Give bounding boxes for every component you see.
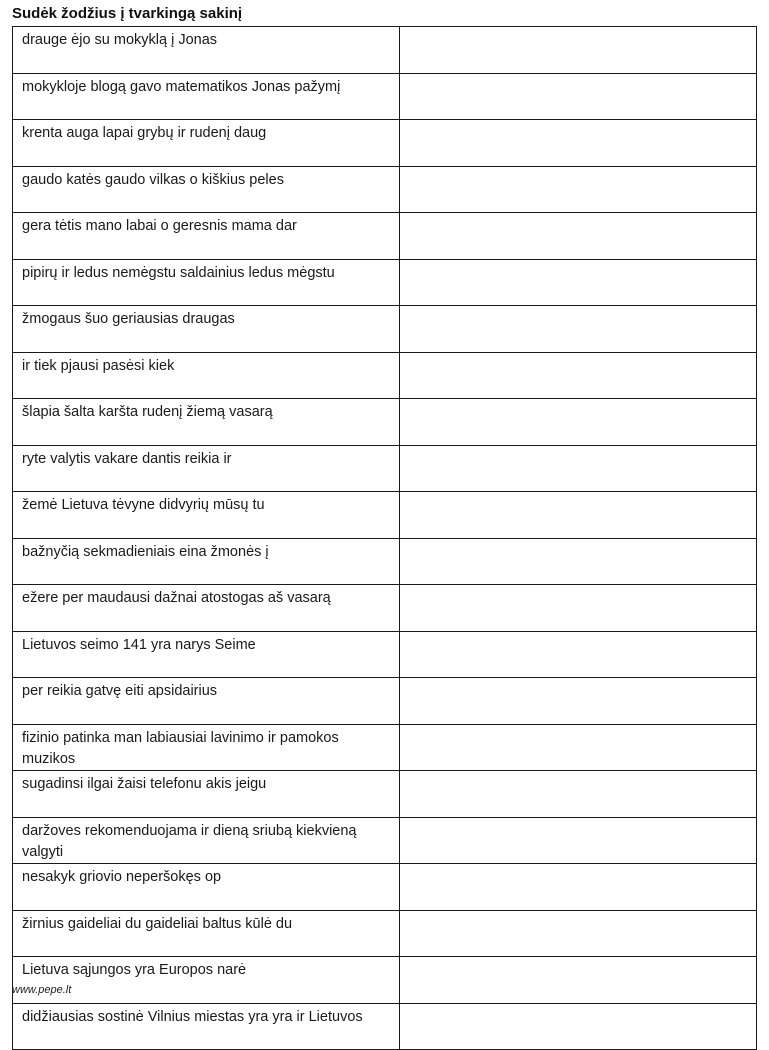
table-row [13,213,757,260]
scrambled-words-cell: žirnius gaideliai du gaideliai baltus kūlė du [13,910,400,957]
scrambled-words-cell: didžiausias sostinė Vilnius miestas yra yra ir Lietuvos [13,1003,400,1050]
answer-cell[interactable] [400,352,757,399]
table-row [13,352,757,399]
scrambled-words-cell: šlapia šalta karšta rudenį žiemą vasarą [13,399,400,446]
scrambled-words-cell: nesakyk griovio neperšokęs op [13,864,400,911]
scrambled-words-cell: bažnyčią sekmadieniais eina žmonės į [13,538,400,585]
answer-cell[interactable] [400,445,757,492]
answer-cell[interactable] [400,306,757,353]
answer-cell[interactable] [400,724,757,771]
scrambled-words-cell: Lietuva sąjungos yra Europos narė [13,957,400,1004]
scrambled-words-cell: pipirų ir ledus nemėgstu saldainius ledus mėgstu [13,259,400,306]
answer-cell[interactable] [400,259,757,306]
scrambled-words-cell: Lietuvos seimo 141 yra narys Seime [13,631,400,678]
scrambled-words-cell: gera tėtis mano labai o geresnis mama dar [13,213,400,260]
table-row [13,166,757,213]
scrambled-words-cell: žmogaus šuo geriausias draugas [13,306,400,353]
answer-cell[interactable] [400,910,757,957]
scrambled-words-cell: krenta auga lapai grybų ir rudenį daug [13,120,400,167]
table-row [13,27,757,74]
scrambled-words-cell: drauge ėjo su mokyklą į Jonas [13,27,400,74]
table-row [13,399,757,446]
scrambled-words-cell: sugadinsi ilgai žaisi telefonu akis jeigu [13,771,400,818]
sentence-rows [13,27,757,1050]
scrambled-words-cell: ir tiek pjausi pasėsi kiek [13,352,400,399]
answer-cell[interactable] [400,213,757,260]
table-row [13,538,757,585]
table-row [13,771,757,818]
table-row [13,817,757,864]
table-row [13,724,757,771]
answer-cell[interactable] [400,957,757,1004]
answer-cell[interactable] [400,631,757,678]
answer-cell[interactable] [400,73,757,120]
answer-cell[interactable] [400,678,757,725]
table-row [13,306,757,353]
answer-cell[interactable] [400,166,757,213]
scrambled-words-cell: ežere per maudausi dažnai atostogas aš vasarą [13,585,400,632]
scrambled-words-cell: ryte valytis vakare dantis reikia ir [13,445,400,492]
answer-cell[interactable] [400,399,757,446]
answer-cell[interactable] [400,120,757,167]
scrambled-words-cell: gaudo katės gaudo vilkas o kiškius peles [13,166,400,213]
table-row [13,631,757,678]
table-row [13,445,757,492]
table-row [13,864,757,911]
footer-url: www.pepe.lt [12,984,72,996]
scrambled-words-cell: daržoves rekomenduojama ir dieną sriubą kiekvieną valgyti [13,817,400,864]
scrambled-words-cell: fizinio patinka man labiausiai lavinimo ir pamokos muzikos [13,724,400,771]
scrambled-words-cell: per reikia gatvę eiti apsidairius [13,678,400,725]
answer-cell[interactable] [400,1003,757,1050]
scrambled-words-cell: žemė Lietuva tėvyne didvyrių mūsų tu [13,492,400,539]
table-row [13,910,757,957]
sentence-table [12,26,757,1050]
table-row [13,957,757,1004]
answer-cell[interactable] [400,817,757,864]
answer-cell[interactable] [400,864,757,911]
table-row [13,585,757,632]
table-row [13,492,757,539]
answer-cell[interactable] [400,585,757,632]
answer-cell[interactable] [400,492,757,539]
table-row [13,73,757,120]
answer-cell[interactable] [400,771,757,818]
answer-cell[interactable] [400,538,757,585]
table-row [13,259,757,306]
table-row [13,120,757,167]
table-row [13,1003,757,1050]
table-row [13,678,757,725]
worksheet-title: Sudėk žodžius į tvarkingą sakinį [12,5,243,22]
scrambled-words-cell: mokykloje blogą gavo matematikos Jonas pažymį [13,73,400,120]
answer-cell[interactable] [400,27,757,74]
